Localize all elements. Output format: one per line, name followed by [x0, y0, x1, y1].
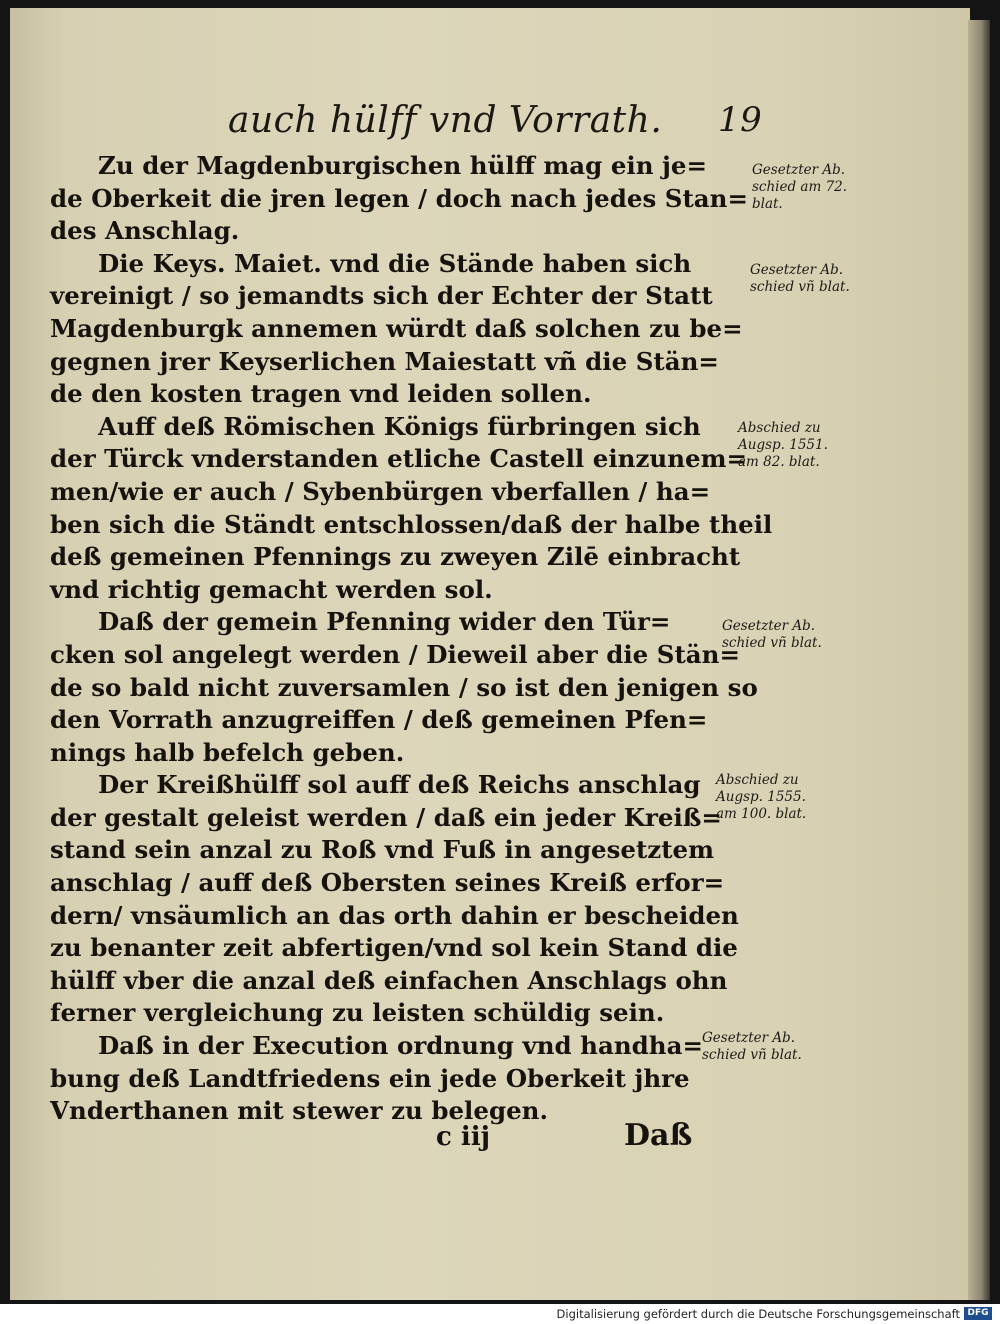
text-line: cken sol angelegt werden / Dieweil aber die Stän= — [50, 639, 740, 669]
text-line: der Türck vnderstanden etliche Castell einzunem= — [50, 444, 748, 474]
text-line: vereinigt / so jemandts sich der Echter der Statt — [50, 281, 713, 311]
footer-bar — [0, 1304, 1000, 1324]
text-line: anschlag / auff deß Obersten seines Kreiß erfor= — [50, 868, 725, 898]
text-line: ben sich die Ständt entschlossen/daß der halbe theil — [50, 509, 773, 539]
margin-note-line: blat. — [752, 196, 783, 212]
text-line: Zu der Magdenburgischen hülff mag ein je= — [98, 151, 708, 180]
margin-note-line: Abschied zu — [716, 772, 799, 788]
text-line: hülff vber die anzal deß einfachen Anschlags ohn — [50, 965, 728, 995]
margin-note-line: schied vñ blat. — [722, 635, 822, 651]
text-line: de so bald nicht zuversamlen / so ist den jenigen so — [50, 672, 758, 702]
margin-note — [722, 618, 862, 652]
text-line: den Vorrath anzugreiffen / deß gemeinen Pfen= — [50, 705, 708, 735]
paragraph — [50, 411, 773, 607]
margin-note — [738, 420, 878, 471]
margin-note-line: Augsp. 1555. — [716, 789, 806, 805]
dfg-logo: DFG — [964, 1307, 992, 1320]
text-line: vnd richtig gemacht werden sol. — [50, 574, 493, 604]
text-line: Magdenburgk annemen würdt daß solchen zu be= — [50, 313, 743, 343]
signature-mark: c iij — [436, 1122, 491, 1152]
margin-note-line: Gesetzter Ab. — [752, 162, 846, 178]
text-line: der gestalt geleist werden / daß ein jeder Kreiß= — [50, 802, 722, 832]
text-line: gegnen jrer Keyserlichen Maiestatt vñ die Stän= — [50, 346, 719, 376]
margin-note-line: Gesetzter Ab. — [702, 1030, 796, 1046]
margin-note-line: am 100. blat. — [716, 806, 807, 822]
text-line: Auff deß Römischen Königs fürbringen sich — [98, 411, 701, 441]
text-line: Daß der gemein Pfenning wider den Tür= — [98, 607, 671, 637]
margin-note-line: schied vñ blat. — [702, 1047, 802, 1063]
margin-note — [750, 262, 890, 296]
text-line: ferner vergleichung zu leisten schüldig sein. — [50, 998, 665, 1028]
text-line: Die Keys. Maiet. vnd die Stände haben sich — [98, 248, 692, 278]
text-line: stand sein anzal zu Roß vnd Fuß in angesetztem — [50, 835, 715, 865]
footer-credit: Digitalisierung gefördert durch die Deutsche Forschungsgemeinschaft — [556, 1307, 960, 1321]
folio-number: 19 — [718, 100, 763, 140]
running-head: auch hülff vnd Vorrath. — [228, 100, 663, 141]
text-line: bung deß Landtfriedens ein jede Oberkeit jhre — [50, 1063, 690, 1093]
text-line: de den kosten tragen vnd leiden sollen. — [50, 379, 592, 409]
text-line: Vnderthanen mit stewer zu belegen. — [50, 1096, 549, 1126]
margin-note — [716, 772, 856, 823]
margin-note — [752, 162, 892, 213]
page-edge — [968, 20, 990, 1300]
margin-note-line: Gesetzter Ab. — [750, 262, 844, 278]
paragraph — [50, 606, 758, 769]
text-line: de Oberkeit die jren legen / doch nach jedes Stan= — [50, 183, 749, 213]
text-line: nings halb befelch geben. — [50, 737, 405, 767]
text-line: zu benanter zeit abfertigen/vnd sol kein Stand die — [50, 933, 738, 963]
catchword: Daß — [624, 1118, 693, 1153]
text-line: deß gemeinen Pfennings zu zweyen Zilē einbracht — [50, 542, 741, 572]
paragraph — [50, 1030, 750, 1128]
margin-note-line: schied vñ blat. — [750, 279, 850, 295]
text-line: dern/ vnsäumlich an das orth dahin er bescheiden — [50, 900, 739, 930]
page-header — [228, 100, 768, 150]
paragraph — [50, 150, 750, 248]
margin-note-line: Abschied zu — [738, 420, 821, 436]
margin-note-line: am 82. blat. — [738, 454, 820, 470]
text-line: Daß in der Execution ordnung vnd handha= — [98, 1031, 704, 1061]
margin-note — [702, 1030, 842, 1064]
margin-note-line: Augsp. 1551. — [738, 437, 828, 453]
text-line: Der Kreißhülff sol auff deß Reichs anschlag — [98, 770, 701, 800]
text-line: des Anschlag. — [50, 216, 240, 246]
paragraph — [50, 769, 750, 1030]
paragraph — [50, 248, 750, 411]
text-line: men/wie er auch / Sybenbürgen vberfallen / ha= — [50, 476, 711, 506]
margin-note-line: Gesetzter Ab. — [722, 618, 816, 634]
margin-note-line: schied am 72. — [752, 179, 848, 195]
